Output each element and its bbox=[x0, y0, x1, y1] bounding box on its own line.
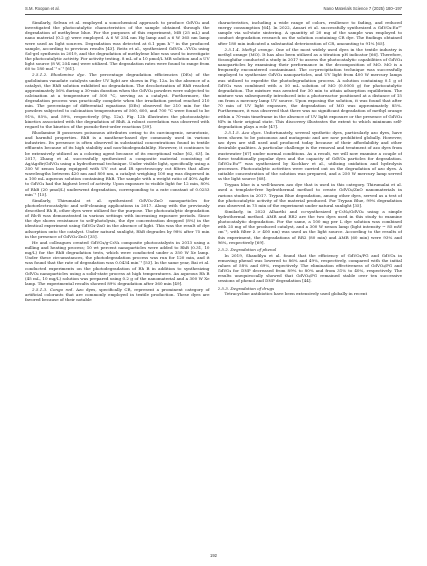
header-rule bbox=[25, 14, 402, 15]
paragraph-text: One of the most widely used dyes in the textile industry is methyl orange (MO). It has also been utilized as a titration pH indicator [66]. Therefore, Vosoughifar conducted a study in 2017 to assess the photocatalytic capabilities of GdVO₄ nanoparticles by examining their performance in the decomposition of MO. MO is a frequently encountered contaminant. The co-precipitation technique was successfully employed to synthesize GdVO₄ nanoparticles, and UV light from 400 W mercury lamps was utilized to expedite the photodegradation process. A solution containing 0.1 g of GdVO₄ was combined with a 50 mL solution of MO (0.0005 g) for photocatalytic degradation. The mixture was aerated for 30 min to attain adsorption equilibrium. The mixture was subsequently introduced into a photoreactor positioned at a distance of 15 cm from a mercury lamp UV source. Upon exposing the solution, it was found that after 70 min of UV light exposure, the degradation of MO was approximately 85%. Furthermore, it was observed that there was no significant degradation of methyl orange within a 70-min timeframe in the absence of UV light exposure or the presence of GdVO₄ NPs in their original state. This discovery illustrates the extent to which minimum self-degradation plays a role [47]. bbox=[217, 46, 402, 129]
paragraph bbox=[25, 198, 210, 239]
section-heading: 2.5.2. Degradation of phenol bbox=[217, 246, 277, 252]
paragraph bbox=[25, 287, 210, 302]
paragraph-text: characteristics, including a wide range of colors, resilience to fading, and reduced energy consumption [64]. In 2022, Ansari et al. successfully synthesized a GdVO₄:Eu³⁺ sample via sol-state sintering. A quantity of 20 mg of the sample was employed to conduct degradation research on the solution containing CR dye. The findings obtained after 180 min indicated a substantial deterioration of CR, amounting to 91% [65]. bbox=[217, 20, 402, 46]
running-head bbox=[25, 6, 402, 11]
left-column bbox=[25, 20, 210, 548]
section-heading: 2.5.1.3. Congo red. bbox=[32, 286, 74, 292]
paragraph-text: Trypan blue is a well-known azo dye that is used in this category. Thirumalai et al. used a template-free hydrothermal method to create GdVO₄/ZnO nanomaterials in various studies in 2017. Trypan Blue degradation, among other dyes, served as a test of the photocatalytic activity of the material produced. For Trypan Blue, 99% degradation was observed in 75 min of the experiment under natural sunlight [35]. bbox=[217, 182, 402, 208]
paragraph-text: Unfortunately, several synthetic dyes, particularly azo dyes, have been shown to be poisonous and mutagenic and are now prohibited globally. However, azo dyes are still used and produced today because of their affordability and other desirable qualities. A particular challenge is the removal and treatment of azo dyes from wastewater [67] under normal conditions. As a result, we will now examine a couple of these traditionally popular dyes and the capacity of GdVO₄ particles for degradation. GdVO₄:Eu³⁺ was synthesized by Kochkov et al., utilizing oxidation and hydrolysis processes. Photocatalytic activities were carried out on the degradation of azo dyes. A suitable concentration of the solution was prepared, and a 250 W mercury lamp served as the light source [68]. bbox=[217, 129, 402, 182]
section-heading: 2.5.3. Degradation of drugs bbox=[217, 285, 275, 291]
paragraph-text: Similarly, Thirumalai et al. synthesized GdVO₄-ZnO nanoparticles for photoelectrocatalytic and self-cleaning applications in 2017. Along with the previously described Rh B, other dyes were utilized for the purpose. The photocatalytic degradation of Rh-B was demonstrated in various settings with increasing exposure periods. Since the dye shows resistance to self-photolysis, the dye concentration dropped (8%) in the identical experiment using GdVO₄-ZnO in the absence of light. This was the result of dye adsorption onto the catalyst. Under natural sunlight, RhB degrades by 98% after 75 min in the presence of GdVO₄-ZnO [35]. bbox=[25, 197, 210, 239]
section-heading: 2.5.1.4. Methyl orange. bbox=[224, 46, 274, 52]
section-heading: 2.5.1.2. Rhodamine dye. bbox=[32, 72, 86, 78]
paragraph-text: Similarly, Selvan et al. employed a sonochemical approach to produce GdVO₄ and investigated the photocatalytic characteristics of the sample obtained through the degradation of methylene blue. For the purposes of this experiment, MB (25 mL) and nano material (0.2 g) were employed. A 6 W 254 nm Hg lamp and a 6 W 365 nm lamp were used as light sources. Degradation was detected at 6.1 ppm h⁻¹ in the produced sample, according to previous results [43]. Reitz et al., synthesized GdVO₄ –YVO₄ using Sol-gel synthesis in 2019, and the degradation of methylene blue was used to investigate the photocatalytic activity. For activity testing, 8 mL of a 10 μmol/L MB solution and a UV light source (8 W, 254 nm) were utilized. The degradation rates were found to range from 60 to 180 mol⁻¹ s⁻¹ [61]. bbox=[25, 20, 210, 72]
paragraph bbox=[218, 209, 403, 245]
section-heading: 2.5.1.5. Azo dyes. bbox=[224, 129, 262, 135]
paragraph bbox=[218, 130, 403, 182]
paragraph-text: Similarly, in 2023 Alharthi and co-synthesized g-C₃N₄/GdVO₄ using a simple hydrothermal method. AMR and RR2 are the two dyes used in this study to examine photocatalytic degradation. For the same, a 100 mg per L dye solution was combined with 25 mg of the produced catalyst, and a 300 W xenon lamp (light intensity ~ 85 mW cm⁻², with filter λ > 400 nm) was used as the light source. According to the results of this experiment, the degradations of RR2 (80 min) and AMR (60 min) were 93% and 96%, respectively [69]. bbox=[217, 208, 402, 245]
paragraph-text: He and colleagues created GdVO₄/g-C₃N₄ composite photocatalysts in 2013 using a milling and heating process; 10 wt percent nanoparticles were added to RhB (0.31, 10 mg/L) for the RhB degradation tests, which were conducted under a 350 W Xe lamp. Under these circumstances, the photodegradation process was run for 120 min, and it was found that the rate of degradation was 0.0434 min⁻¹ [53]. In the same year, Bai et al. conducted experiments on the photodegradation of Rh B in addition to synthesizing GdVO₄ nanoparticles using a solid-state process at high temperatures. An aqueous Rh B (45 mL, 10 mg/L) solution was prepared using 0.2 g of the nanomaterial and a 300 W Xe lamp. The experimental results showed 89% degradation after 360 min [49]. bbox=[25, 239, 210, 286]
paragraph bbox=[25, 72, 210, 129]
paragraph-text: The percentage degradation efficiencies (DEs) of the gadolinium vanadate catalysts under UV light are shown in Fig. 12a. In the absence of a catalyst, the RhB solution exhibited no degradation. The decolorization of RhB reached approximately 56% during a 30-min duration when the GdVO₄ powders were subjected to calcination at a temperature of 500 °C, serving as a catalyst. Furthermore, the degradation process was practically complete when the irradiation period reached 210 min. The percentage of differential equations (DEs) observed for 210 min for the powders subjected to calcination temperatures of 500, 600, and 700 °C were found to be 91%, 85%, and 59%, respectively (Fig. 12a). Fig. 12b illustrates the photocatalytic kinetics associated with the degradation of RhB. A robust correlation was observed with regard to the kinetics of the pseudo-first-order reactions [39]. bbox=[25, 72, 210, 129]
running-head-authors: S.M. Roopan et al. bbox=[25, 6, 60, 11]
paragraph bbox=[218, 291, 403, 296]
paragraph bbox=[25, 240, 210, 286]
paragraph bbox=[218, 253, 403, 284]
paragraph-text: Rhodamine B possesses poisonous attributes owing to its carcinogenic, neurotoxic, and harmful properties. RhB is a xanthene-based dye commonly used in various industries. Its presence is often observed in substantial concentrations found in textile effluents because of its high stability and non-biodegradability. However, it continues to be extensively utilized as a coloring agent because of its exceptional value [62, 63]. In 2017, Zhang et al. successfully synthesized a composite material consisting of Ag/Ag₃Br/GdVO₄ using a hydrothermal technique. Under visible light, specifically using a 350 W xenon lamp equipped with UV cut and IR spectroscopy cut filters that allow wavelengths between 420 nm and 800 nm, a catalyst weighing 100 mg was dispersed in a 100 mL aqueous solution containing RhB. The sample with a weight ratio of 40% AgBr to GdVO₄ had the highest level of activity. Upon exposure to visible light for 12 min, 80% of RhB (20 μmol/L) underwent degradation, corresponding to a rate constant of 0.0253 min⁻¹ [15]. bbox=[25, 129, 210, 197]
paragraph-text: Tetracycline antibiotics have been extensively used globally in recent bbox=[224, 291, 368, 297]
right-column bbox=[218, 20, 403, 548]
paragraph bbox=[218, 20, 403, 46]
paragraph bbox=[25, 20, 210, 72]
body-columns bbox=[25, 20, 402, 548]
paragraph-text: Azo dyes, specifically CR, represent a prominent category of artificial colorants that are commonly employed in textile production. These dyes are favored because of their notable bbox=[25, 286, 210, 303]
page-number: 192 bbox=[210, 553, 217, 558]
paragraph bbox=[218, 47, 403, 130]
paragraph bbox=[218, 182, 403, 208]
paragraph bbox=[25, 130, 210, 197]
paragraph-text: In 2019, Shandilya et al. found that the efficiency of GdVO₄/PG and GdVO₄ in removing phenol was lowered to 86% and 49%, respectively, compared with the initial values of 58% and 69%, respectively. The elimination effectiveness of GdVO₄/PG and GdVO₄ for DNP decreased from 89% to 80% and from 31% to 40%, respectively. The results unequivocally showed that GdVO₄/PG remained stable over ten successive sessions of phenol and DNP degradation [44]. bbox=[217, 252, 402, 284]
running-head-journal: Nano Materials Science 7 (2025) 180–197 bbox=[323, 6, 402, 11]
